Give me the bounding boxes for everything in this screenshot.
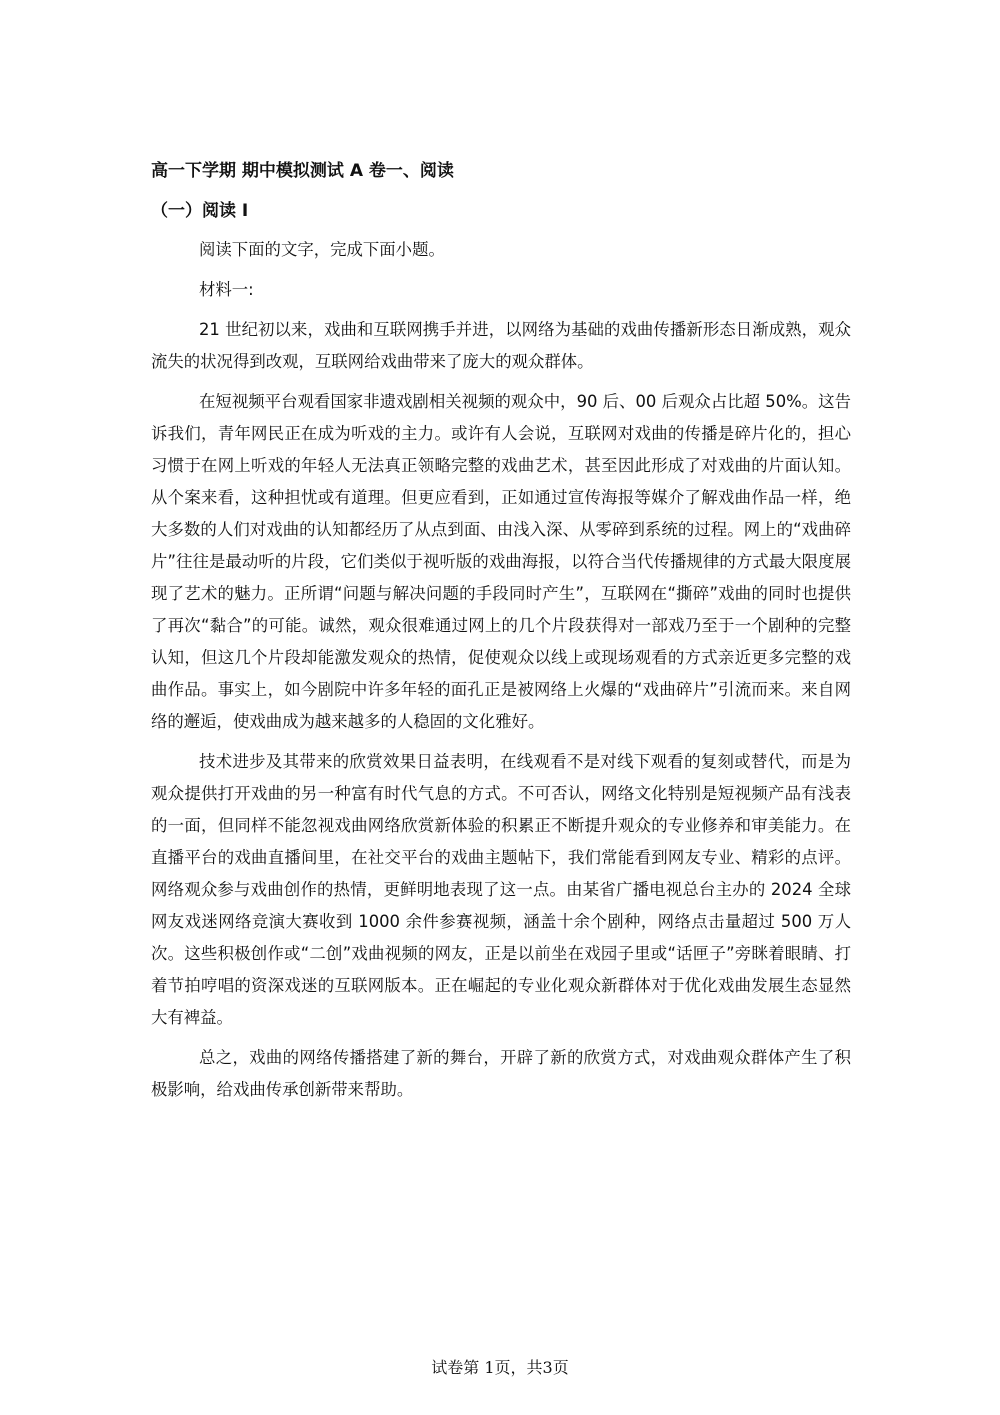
paragraph-3: 技术进步及其带来的欣赏效果日益表明，在线观看不是对线下观看的复刻或替代，而是为观众提供打开戏曲的另一种富有时代气息的方式。不可否认，网络文化特别是短视频产品有浅表的一面，但同样不能忽视戏曲网络欣赏新体验的积累正不断提升观众的专业修养和审美能力。在直播平台的戏曲直播间里，在社交平台的戏曲主题帖下，我们常能看到网友专业、精彩的点评。网络观众参与戏曲创作的热情，更鲜明地表现了这一点。由某省广播电视总台主办的 2024 全球网友戏迷网络竞演大赛收到 1000 余件参赛视频，涵盖十余个剧种，网络点击量超过 500 万人次。这些积极创作或“二创”戏曲视频的网友，正是以前坐在戏园子里或“话匣子”旁眯着眼睛、打着节拍哼唱的资深戏迷的互联网版本。正在崛起的专业化观众新群体对于优化戏曲发展生态显然大有裨益。 xyxy=(151,752,851,1027)
reading-content xyxy=(151,234,851,1114)
paragraph-1: 21 世纪初以来，戏曲和互联网携手并进，以网络为基础的戏曲传播新形态日渐成熟，观众流失的状况得到改观，互联网给戏曲带来了庞大的观众群体。 xyxy=(151,320,851,371)
instruction-text: 阅读下面的文字，完成下面小题。 xyxy=(199,240,445,259)
material-label: 材料一: xyxy=(199,280,254,299)
section-title: （一）阅读 I xyxy=(151,201,249,221)
page-number: 试卷第 1页，共3页 xyxy=(431,1358,569,1377)
exam-title: 高一下学期 期中模拟测试 A 卷一、阅读 xyxy=(151,161,454,181)
paragraph-2: 在短视频平台观看国家非遗戏剧相关视频的观众中，90 后、00 后观众占比超 50%。这告诉我们，青年网民正在成为听戏的主力。或许有人会说，互联网对戏曲的传播是碎片化的，担心习惯于在网上听戏的年轻人无法真正领略完整的戏曲艺术，甚至因此形成了对戏曲的片面认知。从个案来看，这种担忧或有道理。但更应看到，正如通过宣传海报等媒介了解戏曲作品一样，绝大多数的人们对戏曲的认知都经历了从点到面、由浅入深、从零碎到系统的过程。网上的“戏曲碎片”往往是最动听的片段，它们类似于视听版的戏曲海报，以符合当代传播规律的方式最大限度展现了艺术的魅力。正所谓“问题与解决问题的手段同时产生”，互联网在“撕碎”戏曲的同时也提供了再次“黏合”的可能。诚然，观众很难通过网上的几个片段获得对一部戏乃至于一个剧种的完整认知，但这几个片段却能激发观众的热情，促使观众以线上或现场观看的方式亲近更多完整的戏曲作品。事实上，如今剧院中许多年轻的面孔正是被网络上火爆的“戏曲碎片”引流而来。来自网络的邂逅，使戏曲成为越来越多的人稳固的文化雅好。 xyxy=(151,392,851,731)
paragraph-4: 总之，戏曲的网络传播搭建了新的舞台，开辟了新的欣赏方式，对戏曲观众群体产生了积极影响，给戏曲传承创新带来帮助。 xyxy=(151,1048,851,1099)
